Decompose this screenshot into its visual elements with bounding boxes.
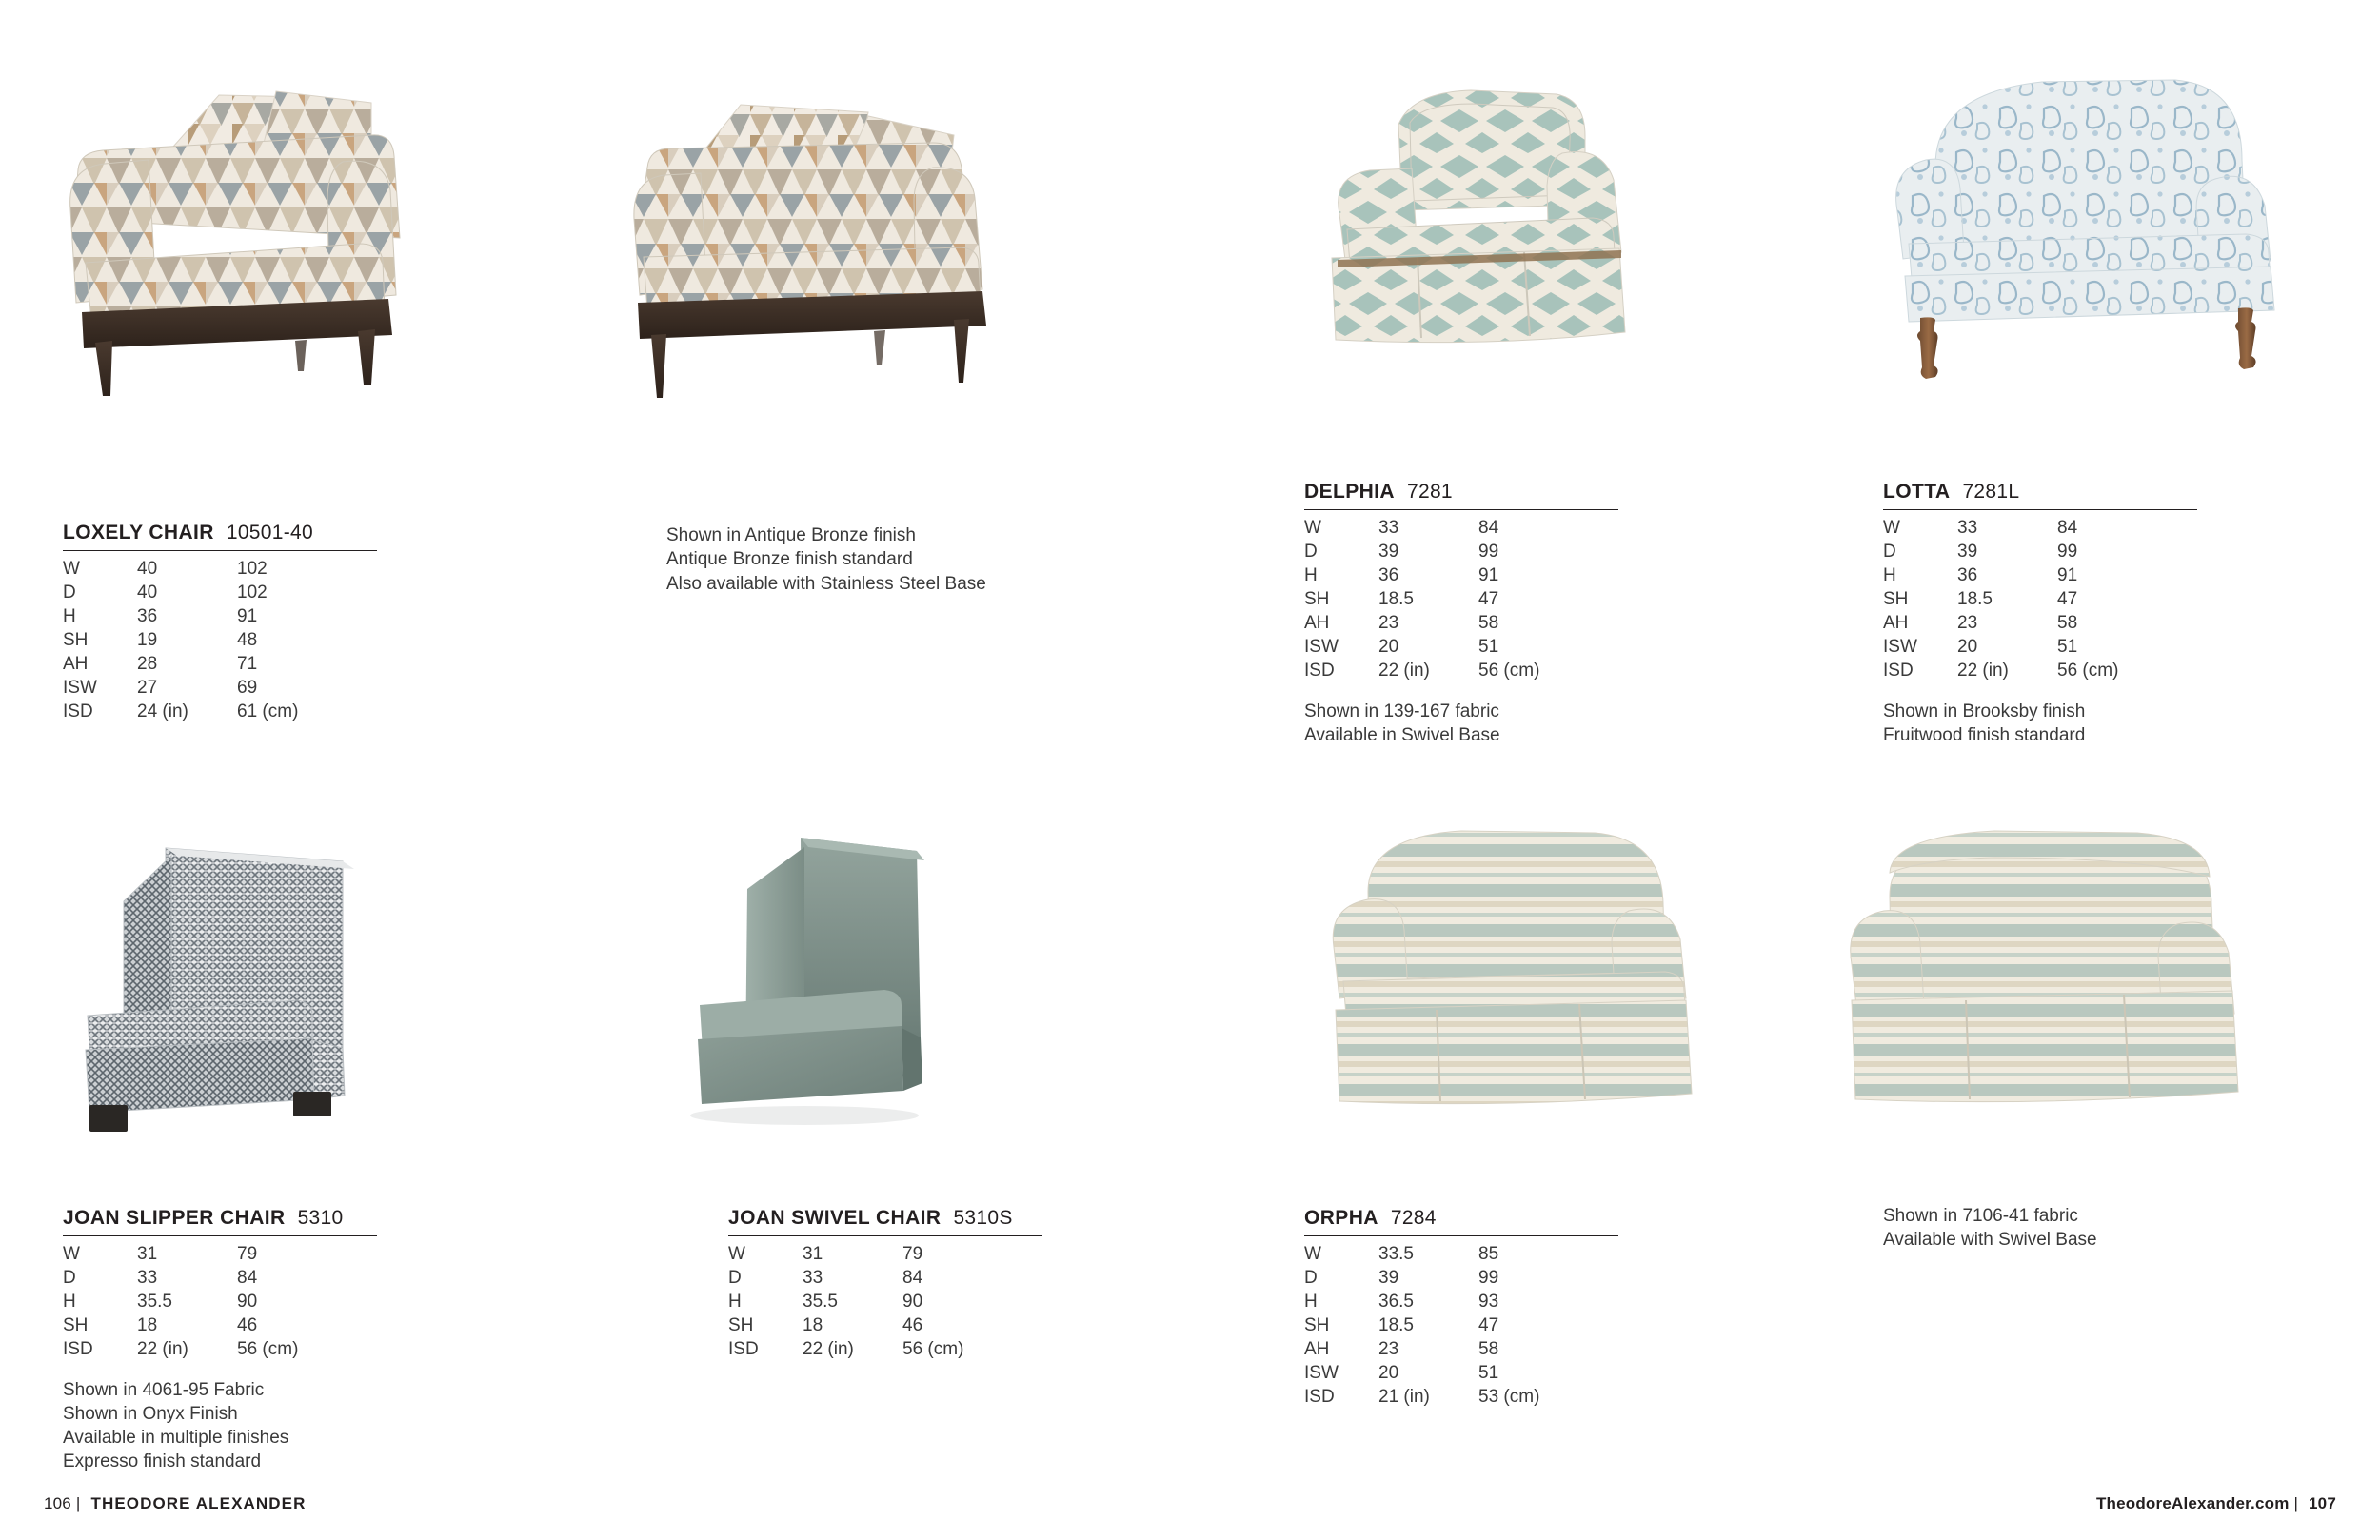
spec-cm: 79 bbox=[902, 1244, 923, 1264]
product-title-row bbox=[728, 1207, 1042, 1236]
spec-row bbox=[728, 1293, 1007, 1316]
spec-inches: 20 bbox=[1378, 636, 1399, 657]
spec-row bbox=[63, 679, 342, 702]
notes-list bbox=[666, 523, 1066, 596]
spec-row bbox=[63, 1245, 342, 1269]
spec-inches: 23 bbox=[1378, 612, 1399, 633]
spec-inches: 39 bbox=[1378, 1267, 1399, 1288]
spec-row bbox=[1304, 566, 1583, 590]
notes-list bbox=[63, 1378, 377, 1474]
spec-table bbox=[63, 1245, 342, 1364]
notes-list bbox=[1304, 700, 1618, 748]
footer-separator-left: | bbox=[75, 1494, 81, 1512]
note-line: Shown in Onyx Finish bbox=[63, 1403, 238, 1424]
spec-label: AH bbox=[63, 653, 89, 674]
spec-inches: 22 (in) bbox=[803, 1338, 854, 1359]
spec-cm: 69 bbox=[237, 677, 258, 698]
spec-row bbox=[1304, 1316, 1583, 1340]
spec-row bbox=[1883, 638, 2162, 661]
product-image-joan-swivel bbox=[681, 809, 1081, 1180]
spec-inches: 28 bbox=[137, 653, 158, 674]
product-code: 10501-40 bbox=[226, 522, 313, 543]
spec-inches: 40 bbox=[137, 582, 158, 602]
spec-inches: 31 bbox=[137, 1244, 158, 1264]
spec-row bbox=[1883, 543, 2162, 566]
spec-row bbox=[1304, 1364, 1583, 1388]
spec-cm: 51 bbox=[1478, 636, 1499, 657]
product-image-joan-slipper bbox=[57, 814, 466, 1185]
spec-inches: 35.5 bbox=[803, 1291, 838, 1312]
notes-list bbox=[1883, 1204, 2264, 1253]
spec-label: D bbox=[1304, 1267, 1318, 1288]
spec-label: AH bbox=[1304, 1338, 1330, 1359]
spec-inches: 18.5 bbox=[1378, 588, 1414, 609]
spec-row bbox=[1304, 1388, 1583, 1412]
spec-cm: 61 (cm) bbox=[237, 701, 299, 721]
spec-inches: 19 bbox=[137, 629, 158, 650]
footer-brand: THEODORE ALEXANDER bbox=[90, 1494, 307, 1512]
spec-cm: 51 bbox=[2057, 636, 2078, 657]
product-title-row bbox=[63, 522, 377, 551]
spec-row bbox=[1304, 614, 1583, 638]
spec-row bbox=[1304, 1340, 1583, 1364]
spec-row bbox=[1883, 519, 2162, 543]
spec-label: W bbox=[728, 1244, 745, 1264]
spec-label: W bbox=[1304, 518, 1321, 538]
spec-cm: 47 bbox=[1478, 588, 1499, 609]
product-code: 5310 bbox=[297, 1207, 344, 1229]
product-block-orpha bbox=[1304, 1207, 1618, 1412]
spec-inches: 21 (in) bbox=[1378, 1386, 1430, 1407]
product-code: 7281 bbox=[1406, 481, 1453, 503]
spec-row bbox=[1304, 638, 1583, 661]
product-notes-loxely bbox=[666, 523, 1066, 596]
spec-label: SH bbox=[1883, 588, 1909, 609]
product-name: LOXELY CHAIR bbox=[63, 522, 214, 543]
spec-row bbox=[1304, 661, 1583, 685]
spec-row bbox=[63, 631, 342, 655]
spec-cm: 53 (cm) bbox=[1478, 1386, 1540, 1407]
spec-row bbox=[63, 655, 342, 679]
spec-inches: 20 bbox=[1378, 1362, 1399, 1383]
spec-inches: 18 bbox=[803, 1314, 823, 1335]
spec-label: SH bbox=[1304, 588, 1330, 609]
spec-inches: 22 (in) bbox=[1378, 660, 1430, 681]
spec-cm: 47 bbox=[1478, 1314, 1499, 1335]
spec-cm: 84 bbox=[2057, 518, 2078, 538]
spec-label: ISD bbox=[63, 701, 93, 721]
product-block-joan-swivel bbox=[728, 1207, 1042, 1364]
spec-label: SH bbox=[63, 1314, 89, 1335]
spec-label: H bbox=[1304, 564, 1318, 585]
spec-row bbox=[1304, 1269, 1583, 1293]
spec-label: ISW bbox=[1304, 636, 1339, 657]
spec-cm: 58 bbox=[1478, 612, 1499, 633]
spec-inches: 31 bbox=[803, 1244, 823, 1264]
note-line: Shown in Brooksby finish bbox=[1883, 701, 2086, 721]
spec-row bbox=[1883, 614, 2162, 638]
product-block-lotta bbox=[1883, 481, 2197, 747]
spec-label: H bbox=[728, 1291, 742, 1312]
spec-row bbox=[63, 702, 342, 726]
spec-label: D bbox=[63, 1267, 76, 1288]
spec-label: AH bbox=[1883, 612, 1909, 633]
note-line: Also available with Stainless Steel Base bbox=[666, 573, 986, 594]
product-block-delphia bbox=[1304, 481, 1618, 747]
spec-row bbox=[728, 1316, 1007, 1340]
footer-page-number-right: 107 bbox=[2309, 1494, 2336, 1512]
spec-label: ISD bbox=[728, 1338, 759, 1359]
spec-inches: 36 bbox=[1378, 564, 1399, 585]
spec-label: ISW bbox=[1883, 636, 1917, 657]
spec-cm: 91 bbox=[1478, 564, 1499, 585]
spec-label: ISD bbox=[1883, 660, 1914, 681]
spec-label: ISD bbox=[63, 1338, 93, 1359]
spec-table bbox=[63, 560, 342, 726]
spec-label: D bbox=[63, 582, 76, 602]
notes-list bbox=[1883, 700, 2197, 748]
spec-cm: 102 bbox=[237, 582, 268, 602]
footer-page-number-left: 106 bbox=[44, 1494, 71, 1512]
spec-inches: 39 bbox=[1957, 541, 1978, 562]
spec-label: AH bbox=[1304, 612, 1330, 633]
spec-label: ISD bbox=[1304, 1386, 1335, 1407]
footer-left bbox=[44, 1494, 307, 1513]
spec-cm: 84 bbox=[1478, 518, 1499, 538]
spec-label: ISD bbox=[1304, 660, 1335, 681]
spec-row bbox=[1304, 590, 1583, 614]
spec-row bbox=[63, 1293, 342, 1316]
spec-inches: 40 bbox=[137, 559, 158, 579]
page-gutter bbox=[1189, 0, 1190, 1540]
spec-label: H bbox=[1883, 564, 1896, 585]
product-name: JOAN SWIVEL CHAIR bbox=[728, 1207, 942, 1229]
spec-cm: 84 bbox=[902, 1267, 923, 1288]
footer-right bbox=[2096, 1494, 2336, 1513]
spec-row bbox=[63, 583, 342, 607]
spec-cm: 56 (cm) bbox=[902, 1338, 964, 1359]
product-image-orpha-back bbox=[1823, 804, 2271, 1175]
spec-row bbox=[1883, 566, 2162, 590]
spec-label: ISW bbox=[1304, 1362, 1339, 1383]
spec-label: SH bbox=[63, 629, 89, 650]
note-line: Shown in Antique Bronze finish bbox=[666, 525, 916, 545]
spec-cm: 71 bbox=[237, 653, 258, 674]
product-name: LOTTA bbox=[1883, 481, 1951, 503]
spec-inches: 22 (in) bbox=[137, 1338, 188, 1359]
spec-row bbox=[1304, 1293, 1583, 1316]
spec-label: ISW bbox=[63, 677, 97, 698]
spec-cm: 51 bbox=[1478, 1362, 1499, 1383]
spec-label: W bbox=[1304, 1244, 1321, 1264]
spec-label: W bbox=[63, 1244, 80, 1264]
spec-inches: 22 (in) bbox=[1957, 660, 2009, 681]
product-image-delphia bbox=[1299, 62, 1747, 443]
product-title-row bbox=[1304, 1207, 1618, 1236]
spec-row bbox=[1304, 1245, 1583, 1269]
spec-row bbox=[728, 1340, 1007, 1364]
note-line: Fruitwood finish standard bbox=[1883, 724, 2086, 745]
product-title-row bbox=[1883, 481, 2197, 510]
note-line: Shown in 139-167 fabric bbox=[1304, 701, 1499, 721]
spec-inches: 27 bbox=[137, 677, 158, 698]
spec-row bbox=[63, 560, 342, 583]
spec-inches: 33 bbox=[1378, 518, 1399, 538]
spec-row bbox=[63, 1340, 342, 1364]
product-name: JOAN SLIPPER CHAIR bbox=[63, 1207, 286, 1229]
spec-cm: 102 bbox=[237, 559, 268, 579]
spec-row bbox=[728, 1245, 1007, 1269]
footer-separator-right: | bbox=[2293, 1494, 2299, 1512]
spec-inches: 33 bbox=[137, 1267, 158, 1288]
spec-cm: 79 bbox=[237, 1244, 258, 1264]
spec-cm: 99 bbox=[1478, 541, 1499, 562]
product-image-lotta bbox=[1861, 55, 2328, 445]
spec-inches: 20 bbox=[1957, 636, 1978, 657]
spec-table bbox=[728, 1245, 1007, 1364]
product-title-row bbox=[63, 1207, 377, 1236]
spec-label: D bbox=[728, 1267, 742, 1288]
spec-cm: 47 bbox=[2057, 588, 2078, 609]
spec-inches: 33 bbox=[1957, 518, 1978, 538]
spec-label: W bbox=[1883, 518, 1900, 538]
spec-label: SH bbox=[1304, 1314, 1330, 1335]
product-code: 7284 bbox=[1390, 1207, 1437, 1229]
spec-inches: 36.5 bbox=[1378, 1291, 1414, 1312]
spec-row bbox=[728, 1269, 1007, 1293]
spec-cm: 90 bbox=[237, 1291, 258, 1312]
spec-inches: 33.5 bbox=[1378, 1244, 1414, 1264]
spec-label: SH bbox=[728, 1314, 754, 1335]
note-line: Shown in 7106-41 fabric bbox=[1883, 1206, 2078, 1226]
spec-table bbox=[1304, 1245, 1583, 1412]
spec-cm: 56 (cm) bbox=[2057, 660, 2119, 681]
spec-label: H bbox=[63, 1291, 76, 1312]
product-name: DELPHIA bbox=[1304, 481, 1395, 503]
spec-cm: 85 bbox=[1478, 1244, 1499, 1264]
spec-inches: 18.5 bbox=[1378, 1314, 1414, 1335]
spec-inches: 18.5 bbox=[1957, 588, 1993, 609]
spec-cm: 46 bbox=[237, 1314, 258, 1335]
product-code: 7281L bbox=[1962, 481, 2020, 503]
spec-label: H bbox=[63, 605, 76, 626]
spec-cm: 46 bbox=[902, 1314, 923, 1335]
spec-label: D bbox=[1304, 541, 1318, 562]
note-line: Antique Bronze finish standard bbox=[666, 549, 913, 570]
spec-cm: 91 bbox=[2057, 564, 2078, 585]
spec-cm: 58 bbox=[2057, 612, 2078, 633]
spec-inches: 23 bbox=[1378, 1338, 1399, 1359]
footer-website[interactable]: TheodoreAlexander.com bbox=[2095, 1494, 2290, 1512]
spec-cm: 93 bbox=[1478, 1291, 1499, 1312]
spec-label: W bbox=[63, 559, 80, 579]
spec-label: H bbox=[1304, 1291, 1318, 1312]
product-name: ORPHA bbox=[1304, 1207, 1378, 1229]
spec-cm: 56 (cm) bbox=[1478, 660, 1540, 681]
note-line: Available with Swivel Base bbox=[1883, 1230, 2097, 1251]
spec-cm: 48 bbox=[237, 629, 258, 650]
spec-inches: 36 bbox=[1957, 564, 1978, 585]
spec-row bbox=[63, 1269, 342, 1293]
product-image-orpha-front bbox=[1309, 804, 1737, 1175]
product-title-row bbox=[1304, 481, 1618, 510]
spec-cm: 58 bbox=[1478, 1338, 1499, 1359]
product-image-loxely-angle bbox=[619, 69, 1076, 468]
note-line: Expresso finish standard bbox=[63, 1451, 262, 1472]
product-block-joan-slipper bbox=[63, 1207, 377, 1474]
spec-row bbox=[1883, 661, 2162, 685]
spec-table bbox=[1304, 519, 1583, 685]
spec-cm: 91 bbox=[237, 605, 258, 626]
spec-row bbox=[63, 607, 342, 631]
product-image-loxely-front bbox=[57, 57, 571, 476]
spec-inches: 18 bbox=[137, 1314, 158, 1335]
spec-inches: 35.5 bbox=[137, 1291, 172, 1312]
spec-label: D bbox=[1883, 541, 1896, 562]
spec-cm: 90 bbox=[902, 1291, 923, 1312]
spec-row bbox=[63, 1316, 342, 1340]
product-block-loxely bbox=[63, 522, 377, 726]
note-line: Available in multiple finishes bbox=[63, 1428, 289, 1449]
spec-inches: 39 bbox=[1378, 541, 1399, 562]
spec-table bbox=[1883, 519, 2162, 685]
spec-cm: 99 bbox=[2057, 541, 2078, 562]
spec-inches: 24 (in) bbox=[137, 701, 188, 721]
spec-row bbox=[1304, 543, 1583, 566]
spec-cm: 84 bbox=[237, 1267, 258, 1288]
note-line: Available in Swivel Base bbox=[1304, 724, 1500, 745]
spec-inches: 36 bbox=[137, 605, 158, 626]
product-notes-orpha bbox=[1883, 1204, 2264, 1253]
product-code: 5310S bbox=[953, 1207, 1013, 1229]
spec-cm: 56 (cm) bbox=[237, 1338, 299, 1359]
spec-inches: 23 bbox=[1957, 612, 1978, 633]
spec-row bbox=[1304, 519, 1583, 543]
spec-row bbox=[1883, 590, 2162, 614]
note-line: Shown in 4061-95 Fabric bbox=[63, 1379, 265, 1400]
spec-inches: 33 bbox=[803, 1267, 823, 1288]
spec-cm: 99 bbox=[1478, 1267, 1499, 1288]
